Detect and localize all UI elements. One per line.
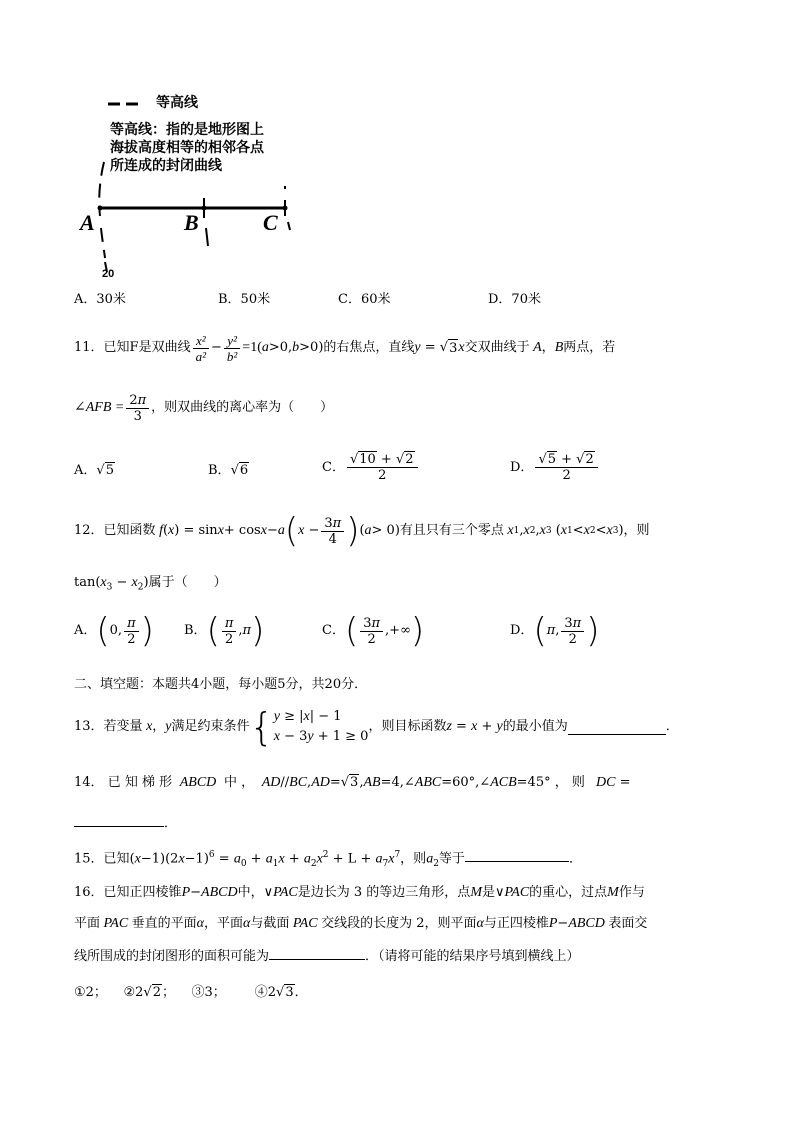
q15-number: 15． — [74, 851, 104, 867]
legend-label: 等高线 — [156, 95, 198, 111]
q16-text: 是 — [481, 885, 495, 900]
angle-afb: ∠AFB = — [74, 400, 125, 415]
q11-line-2 — [74, 388, 333, 428]
contour-diagram — [78, 88, 318, 288]
q13-text-2: 满足约束条件 — [171, 719, 250, 734]
point-a-label: A — [80, 210, 95, 235]
q11-option-b: B．√6 — [208, 463, 249, 478]
q16-text: 垂直的平面 — [131, 916, 197, 931]
q16-line-2: 平面 PAC 垂直的平面α，平面α与截面 PAC 交线段的长度为 2，则平面α与正四棱椎P−ABCD 表面交 — [74, 916, 648, 931]
q12-option-a: A． ( 0, $\frac{\pi}{2}$ ) — [74, 611, 154, 651]
contour-line-a — [99, 162, 107, 272]
q16-text: 线所围成的封闭图形的面积可能为 — [74, 949, 270, 964]
q14-text-2: 中 ， — [223, 775, 255, 790]
q11-text-3: 交双曲线于 — [464, 340, 530, 355]
section-2-heading: 二、填空题：本题共4小题，每小题5分，共20分． — [74, 677, 368, 692]
q13-text-4: 的最小值为 — [502, 719, 568, 734]
q16-text: 的重心，过点 — [529, 885, 608, 900]
hyperbola-x-term: $\frac{\text{x²}}{\text{a²}}$ — [193, 333, 209, 364]
angle-value: $\frac{2\pi}{3}$ — [126, 393, 149, 424]
q12-text-1: 已知函数 — [103, 523, 156, 538]
contour-desc-line-1: 等高线：指的是地形图上 — [110, 122, 264, 138]
q10-option-c: C．60米 — [338, 292, 391, 307]
q15-text-3: 等于 — [438, 851, 465, 867]
q13-answer-blank[interactable] — [568, 720, 666, 735]
q15-end: ． — [568, 851, 582, 867]
q13-text-3: ，则目标函数 — [368, 719, 447, 734]
q11-text-2: 的右焦点，直线 — [323, 340, 415, 355]
q12-option-b: B． ( $\frac{\pi}{2}$ , π ) — [184, 611, 265, 651]
q16-option-3: ③3； — [191, 985, 226, 1000]
q16-answer-blank[interactable] — [269, 945, 365, 960]
q14-end: ． — [164, 816, 178, 831]
q12-option-c: C． ( $\frac{3\pi}{2}$ ,+∞ ) — [322, 611, 425, 651]
q12-text-4: 属于（ ） — [148, 575, 227, 590]
contour-desc-line-2: 海拔高度相等的相邻各点 — [110, 140, 264, 156]
q14-text-1: 已 知 梯 形 — [107, 775, 173, 790]
q10-option-d: D．70米 — [488, 292, 541, 307]
q11-option-d: D． $\frac{√5 + √2}{2}$ — [510, 452, 600, 483]
point-b-label: B — [184, 210, 199, 235]
q11-text-1: 已知F是双曲线 — [103, 340, 191, 355]
q15-answer-blank[interactable] — [465, 847, 569, 862]
q16-number: 16． — [74, 885, 104, 900]
q13-end: ． — [665, 719, 679, 734]
q13-line: 13． 若变量 x ， y 满足约束条件 { y ≥ |x| − 1 x − 3y + 1 ≥ 0 ，则目标函数 z = x + y 的最小值为 ． — [74, 705, 679, 749]
contour-value: 20 — [102, 268, 115, 280]
q16-text: ，平面 — [204, 916, 244, 931]
q16-option-2: ②2√2； — [123, 985, 175, 1000]
q13-text-1: 若变量 — [103, 719, 143, 734]
q16-line-3 — [74, 945, 580, 966]
q14-line-2 — [74, 812, 177, 833]
q11-text-5: ，则双曲线的离心率为（ ） — [151, 400, 334, 415]
q16-text: 中， — [237, 885, 264, 900]
contour-line-b — [204, 198, 208, 246]
q13-number: 13． — [74, 719, 104, 734]
q16-text: 是边长为 3 的等边三角形，点 — [297, 885, 471, 900]
q14-text-3: ， 则 — [554, 775, 585, 790]
q16-text: 与正四棱椎 — [483, 916, 549, 931]
q15-text-1: 已知 — [103, 851, 130, 867]
q11-options — [74, 450, 694, 490]
q11-line-1: 11． 已知F是双曲线 $\frac{\text{x²}}{\text{a²}}$ − $\frac{\text{y²}}{\text{b²}}$ =1( a >0, b >0) 的右焦点，直线 y = √ 3 x 交双曲线于 A ， B 两点，若 — [74, 332, 616, 364]
q11-number: 11． — [74, 340, 104, 355]
q16-text: 表面交 — [608, 916, 648, 931]
q14-number: 14． — [74, 775, 104, 790]
hyperbola-y-term: $\frac{\text{y²}}{\text{b²}}$ — [224, 333, 240, 364]
point-c-label: C — [263, 210, 278, 235]
q16-option-4: ④2√3． — [254, 985, 308, 1000]
q16-text: 交线段的长度为 2，则平面 — [321, 916, 477, 931]
q14-line-1: 14． 已 知 梯 形 ABCD 中 ， AD//BC,AD=√3,AB=4,∠ABC=60°,∠ACB=45° ， 则 DC = — [74, 775, 631, 790]
q12-option-d: D． ( π , $\frac{3\pi}{2}$ ) — [510, 611, 600, 651]
q12-options — [74, 611, 694, 658]
q11-option-c: C． $\frac{√10 + √2}{2}$ — [322, 452, 420, 483]
q12-number: 12． — [74, 523, 104, 538]
q10-option-a: A．30米 — [74, 292, 126, 307]
q12-text-3: ，则 — [623, 523, 650, 538]
q12-text-2: 有且只有三个零点 — [399, 523, 504, 538]
q15-line: 15．已知$(x-1)(2x-1)^6 = a_0 + a_1x + a_2x^2 + L + a_7x^7$，则$a_2$等于 ． — [74, 846, 582, 873]
contour-figure — [78, 88, 318, 288]
q16-text: 已知正四棱锥 — [103, 885, 182, 900]
q11-text-4: 两点，若 — [563, 340, 616, 355]
q16-line-1: 16．已知正四棱锥P−ABCD中，∨PAC是边长为 3 的等边三角形，点M是∨PAC的重心，过点M作与 — [74, 885, 645, 900]
q16-text: 作与 — [618, 885, 645, 900]
q16-options — [74, 984, 308, 1002]
q10-option-b: B．50米 — [218, 292, 271, 307]
q14-answer-blank[interactable] — [74, 812, 164, 827]
q12-line-2: $\tan(x_3 - x_2)$属于（ ） — [74, 575, 227, 593]
q15-text-2: ，则 — [400, 851, 427, 867]
q12-line-1: 12． 已知函数 f ( x ) = sin x + cos x − a ( x − $\frac{3\pi}{4}$ ) ( a > 0) 有且只有三个零点 x 1 , x 2 , x 3 ( x 1 < x 2 < x 3 ) ，则 — [74, 511, 650, 551]
q16-text: ．（请将可能的结果序号填到横线上） — [365, 949, 580, 964]
contour-desc-line-3: 所连成的封闭曲线 — [110, 158, 222, 174]
q11-option-a: A．√5 — [74, 463, 114, 478]
q16-option-1: ①2； — [74, 985, 107, 1000]
q16-text: 与截面 — [250, 916, 290, 931]
q16-text: 平面 — [74, 916, 101, 931]
